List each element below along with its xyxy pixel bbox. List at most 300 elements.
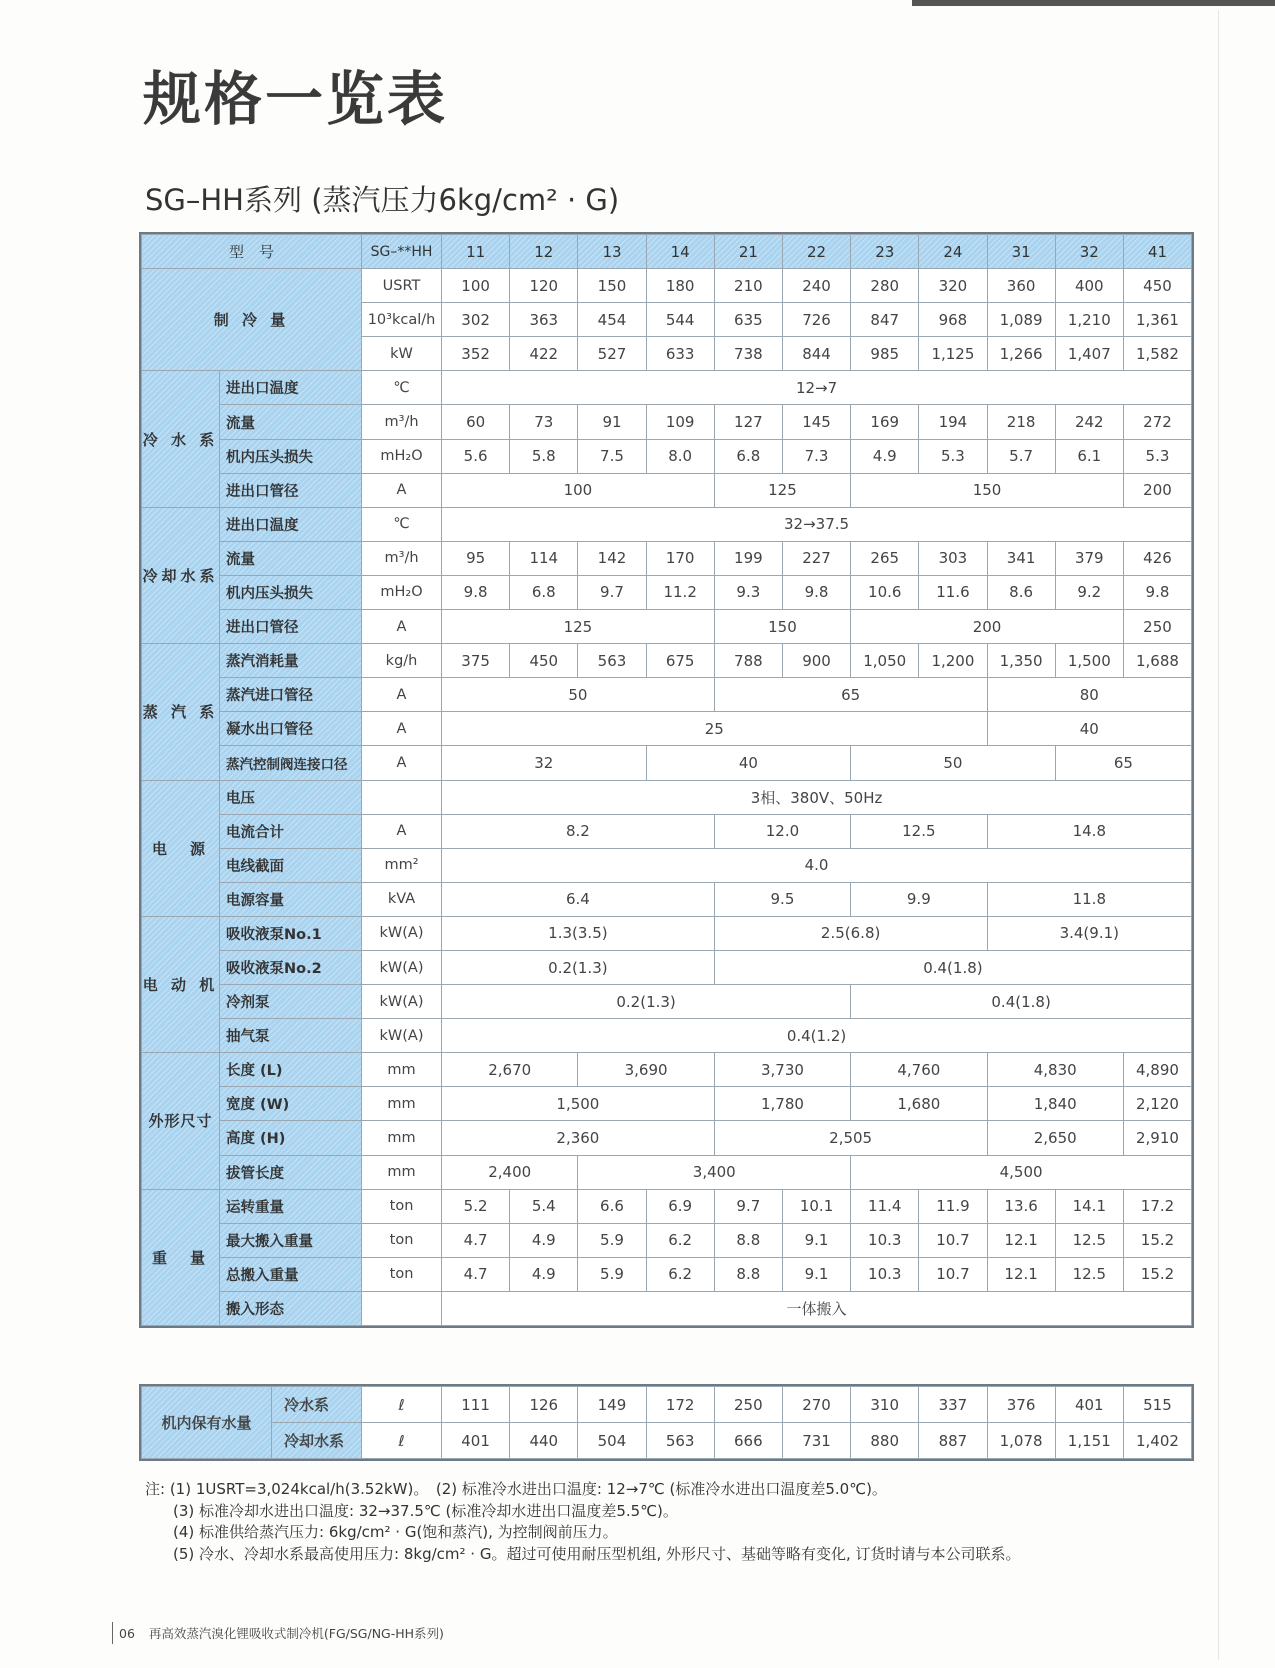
value-cell: 73 — [510, 405, 578, 439]
value-cell: 10.7 — [919, 1223, 987, 1257]
value-cell: 880 — [851, 1423, 919, 1459]
value-cell: 50 — [442, 678, 715, 712]
item-label: 机内压头损失 — [220, 575, 362, 609]
value-cell: 1,361 — [1123, 303, 1191, 337]
value-cell: 272 — [1123, 405, 1191, 439]
model-label: 型 号 — [142, 235, 362, 269]
item-label: 长度 (L) — [220, 1053, 362, 1087]
value-cell: 25 — [442, 712, 988, 746]
value-cell: 10.6 — [851, 575, 919, 609]
unit-cell: ton — [362, 1257, 442, 1291]
note-line: (3) 标准冷却水进出口温度: 32→37.5℃ (标准冷却水进出口温度差5.5℃)。 — [173, 1501, 678, 1520]
value-cell: 242 — [1055, 405, 1123, 439]
page-number: 06 — [119, 1626, 135, 1641]
value-cell: 666 — [714, 1423, 782, 1459]
value-cell: 726 — [782, 303, 850, 337]
unit-cell: ℃ — [362, 507, 442, 541]
weight-max-rigging-row — [142, 1223, 1192, 1257]
value-cell: 341 — [987, 541, 1055, 575]
value-cell: 0.4(1.2) — [442, 1019, 1192, 1053]
model-cell: 32 — [1055, 235, 1123, 269]
chilled-loss-row — [142, 439, 1192, 473]
value-cell: 454 — [578, 303, 646, 337]
weight-form-row — [142, 1291, 1192, 1325]
value-cell: 169 — [851, 405, 919, 439]
item-label: 进出口温度 — [220, 507, 362, 541]
value-cell: 401 — [442, 1423, 510, 1459]
value-cell: 14.1 — [1055, 1189, 1123, 1223]
value-cell: 13.6 — [987, 1189, 1055, 1223]
value-cell: 0.2(1.3) — [442, 985, 851, 1019]
item-label: 冷水系 — [272, 1387, 362, 1423]
unit-cell — [362, 1291, 442, 1325]
value-cell: 10.3 — [851, 1257, 919, 1291]
value-cell: 95 — [442, 541, 510, 575]
dims-width-row — [142, 1087, 1192, 1121]
group-holding: 机内保有水量 — [142, 1387, 272, 1459]
value-cell: 11.6 — [919, 575, 987, 609]
value-cell: 4.7 — [442, 1257, 510, 1291]
value-cell: 320 — [919, 269, 987, 303]
value-cell: 1,582 — [1123, 337, 1191, 371]
model-cell: 22 — [782, 235, 850, 269]
value-cell: 1,089 — [987, 303, 1055, 337]
value-cell: 125 — [714, 473, 850, 507]
value-cell: 1,500 — [1055, 644, 1123, 678]
value-cell: 9.7 — [714, 1189, 782, 1223]
value-cell: 303 — [919, 541, 987, 575]
value-cell: 250 — [1123, 610, 1191, 644]
note-line: (5) 冷水、冷却水系最高使用压力: 8kg/cm² · G。超过可使用耐压型机组, 外形尺寸、基础等略有变化, 订货时请与本公司联系。 — [173, 1544, 1021, 1563]
chilled-pipe-row — [142, 473, 1192, 507]
value-cell: 450 — [1123, 269, 1191, 303]
value-cell: 172 — [646, 1387, 714, 1423]
value-cell: 5.3 — [1123, 439, 1191, 473]
power-current-row — [142, 814, 1192, 848]
unit-cell: m³/h — [362, 405, 442, 439]
note-line: 注: (1) 1USRT=3,024kcal/h(3.52kW)。 (2) 标准冷水进出口温度: 12→7℃ (标准冷水进出口温度差5.0℃)。 — [145, 1480, 887, 1498]
value-cell: 12.1 — [987, 1257, 1055, 1291]
item-label: 宽度 (W) — [220, 1087, 362, 1121]
cooling-pipe-row — [142, 610, 1192, 644]
value-cell: 3.4(9.1) — [987, 916, 1192, 950]
value-cell: 109 — [646, 405, 714, 439]
value-cell: 8.6 — [987, 575, 1055, 609]
value-cell: 125 — [442, 610, 715, 644]
value-cell: 15.2 — [1123, 1257, 1191, 1291]
group-weight: 重 量 — [142, 1189, 220, 1325]
item-label: 吸收液泵No.1 — [220, 916, 362, 950]
power-wire-row — [142, 848, 1192, 882]
value-cell: 6.8 — [714, 439, 782, 473]
value-cell: 1,500 — [442, 1087, 715, 1121]
value-cell: 32→37.5 — [442, 507, 1192, 541]
value-cell: 149 — [578, 1387, 646, 1423]
value-cell: 360 — [987, 269, 1055, 303]
unit-cell: USRT — [362, 269, 442, 303]
holding-chilled-row — [142, 1387, 1192, 1423]
value-cell: 1,151 — [1055, 1423, 1123, 1459]
unit-cell: kg/h — [362, 644, 442, 678]
value-cell: 1,266 — [987, 337, 1055, 371]
unit-cell: m³/h — [362, 541, 442, 575]
power-voltage-row — [142, 780, 1192, 814]
dims-height-row — [142, 1121, 1192, 1155]
item-label: 蒸汽控制阀连接口径 — [220, 746, 362, 780]
value-cell: 5.9 — [578, 1223, 646, 1257]
value-cell: 9.8 — [782, 575, 850, 609]
unit-cell: kW(A) — [362, 985, 442, 1019]
motor-pump1-row — [142, 916, 1192, 950]
model-cell: 12 — [510, 235, 578, 269]
value-cell: 114 — [510, 541, 578, 575]
unit-cell: A — [362, 473, 442, 507]
value-cell: 4,760 — [851, 1053, 987, 1087]
value-cell: 9.8 — [442, 575, 510, 609]
value-cell: 4.9 — [851, 439, 919, 473]
unit-cell: mm — [362, 1155, 442, 1189]
value-cell: 4,830 — [987, 1053, 1123, 1087]
value-cell: 9.5 — [714, 882, 850, 916]
value-cell: 2,400 — [442, 1155, 578, 1189]
value-cell: 375 — [442, 644, 510, 678]
page-footer — [112, 1622, 444, 1644]
value-cell: 8.2 — [442, 814, 715, 848]
value-cell: 4.9 — [510, 1257, 578, 1291]
value-cell: 12.5 — [851, 814, 987, 848]
value-cell: 6.2 — [646, 1223, 714, 1257]
value-cell: 2,670 — [442, 1053, 578, 1087]
value-cell: 200 — [851, 610, 1124, 644]
item-label: 运转重量 — [220, 1189, 362, 1223]
unit-cell: A — [362, 678, 442, 712]
value-cell: 11.2 — [646, 575, 714, 609]
notes — [145, 1479, 1021, 1565]
unit-cell: ℃ — [362, 371, 442, 405]
value-cell: 4.0 — [442, 848, 1192, 882]
value-cell: 2,120 — [1123, 1087, 1191, 1121]
value-cell: 40 — [987, 712, 1192, 746]
motor-refrig-row — [142, 985, 1192, 1019]
unit-cell: mH₂O — [362, 439, 442, 473]
value-cell: 376 — [987, 1387, 1055, 1423]
value-cell: 1,780 — [714, 1087, 850, 1121]
value-cell: 一体搬入 — [442, 1291, 1192, 1325]
value-cell: 240 — [782, 269, 850, 303]
value-cell: 2,650 — [987, 1121, 1123, 1155]
value-cell: 1,402 — [1123, 1423, 1191, 1459]
value-cell: 1,050 — [851, 644, 919, 678]
item-label: 高度 (H) — [220, 1121, 362, 1155]
steam-consumption-row — [142, 644, 1192, 678]
value-cell: 145 — [782, 405, 850, 439]
value-cell: 422 — [510, 337, 578, 371]
value-cell: 968 — [919, 303, 987, 337]
unit-cell: ton — [362, 1189, 442, 1223]
value-cell: 4.7 — [442, 1223, 510, 1257]
value-cell: 65 — [1055, 746, 1191, 780]
value-cell: 9.3 — [714, 575, 782, 609]
value-cell: 1,078 — [987, 1423, 1055, 1459]
unit-cell: kW — [362, 337, 442, 371]
value-cell: 9.1 — [782, 1257, 850, 1291]
value-cell: 111 — [442, 1387, 510, 1423]
spec-table — [141, 234, 1192, 1326]
value-cell: 515 — [1123, 1387, 1191, 1423]
value-cell: 265 — [851, 541, 919, 575]
value-cell: 7.5 — [578, 439, 646, 473]
group-steam: 蒸 汽 系 — [142, 644, 220, 780]
value-cell: 50 — [851, 746, 1056, 780]
value-cell: 450 — [510, 644, 578, 678]
value-cell: 4,890 — [1123, 1053, 1191, 1087]
value-cell: 2,360 — [442, 1121, 715, 1155]
value-cell: 400 — [1055, 269, 1123, 303]
value-cell: 11.8 — [987, 882, 1192, 916]
group-capacity: 制 冷 量 — [142, 269, 362, 371]
value-cell: 1,125 — [919, 337, 987, 371]
value-cell: 12.0 — [714, 814, 850, 848]
value-cell: 200 — [1123, 473, 1191, 507]
holding-cooling-row — [142, 1423, 1192, 1459]
value-cell: 6.9 — [646, 1189, 714, 1223]
item-label: 拔管长度 — [220, 1155, 362, 1189]
weight-operating-row — [142, 1189, 1192, 1223]
value-cell: 12.5 — [1055, 1257, 1123, 1291]
value-cell: 738 — [714, 337, 782, 371]
item-label: 进出口温度 — [220, 371, 362, 405]
group-chilled: 冷 水 系 — [142, 371, 220, 507]
value-cell: 5.9 — [578, 1257, 646, 1291]
model-cell: 24 — [919, 235, 987, 269]
steam-valve-row — [142, 746, 1192, 780]
value-cell: 1.3(3.5) — [442, 916, 715, 950]
value-cell: 675 — [646, 644, 714, 678]
item-label: 流量 — [220, 405, 362, 439]
value-cell: 847 — [851, 303, 919, 337]
value-cell: 126 — [510, 1387, 578, 1423]
item-label: 最大搬入重量 — [220, 1223, 362, 1257]
value-cell: 150 — [578, 269, 646, 303]
value-cell: 6.2 — [646, 1257, 714, 1291]
value-cell: 15.2 — [1123, 1223, 1191, 1257]
value-cell: 199 — [714, 541, 782, 575]
value-cell: 1,210 — [1055, 303, 1123, 337]
item-label: 冷却水系 — [272, 1423, 362, 1459]
value-cell: 100 — [442, 269, 510, 303]
group-motor: 电 动 机 — [142, 916, 220, 1052]
value-cell: 270 — [782, 1387, 850, 1423]
item-label: 电线截面 — [220, 848, 362, 882]
value-cell: 250 — [714, 1387, 782, 1423]
unit-cell: mm — [362, 1087, 442, 1121]
value-cell: 2,505 — [714, 1121, 987, 1155]
value-cell: 5.4 — [510, 1189, 578, 1223]
item-label: 电源容量 — [220, 882, 362, 916]
value-cell: 80 — [987, 678, 1192, 712]
value-cell: 363 — [510, 303, 578, 337]
item-label: 蒸汽消耗量 — [220, 644, 362, 678]
value-cell: 0.2(1.3) — [442, 950, 715, 984]
value-cell: 10.1 — [782, 1189, 850, 1223]
page-title: 规格一览表 — [143, 65, 449, 133]
series-label: SG–**HH — [362, 235, 442, 269]
value-cell: 635 — [714, 303, 782, 337]
unit-cell: 10³kcal/h — [362, 303, 442, 337]
group-power: 电 源 — [142, 780, 220, 916]
model-cell: 21 — [714, 235, 782, 269]
value-cell: 352 — [442, 337, 510, 371]
value-cell: 9.1 — [782, 1223, 850, 1257]
value-cell: 379 — [1055, 541, 1123, 575]
unit-cell: ℓ — [362, 1423, 442, 1459]
value-cell: 5.6 — [442, 439, 510, 473]
value-cell: 8.8 — [714, 1257, 782, 1291]
value-cell: 1,407 — [1055, 337, 1123, 371]
dims-length-row — [142, 1053, 1192, 1087]
unit-cell: kW(A) — [362, 950, 442, 984]
value-cell: 5.3 — [919, 439, 987, 473]
value-cell: 788 — [714, 644, 782, 678]
capacity-usrt-row — [142, 269, 1192, 303]
value-cell: 0.4(1.8) — [714, 950, 1191, 984]
value-cell: 7.3 — [782, 439, 850, 473]
value-cell: 426 — [1123, 541, 1191, 575]
value-cell: 1,688 — [1123, 644, 1191, 678]
value-cell: 5.2 — [442, 1189, 510, 1223]
item-label: 进出口管径 — [220, 610, 362, 644]
value-cell: 210 — [714, 269, 782, 303]
group-cooling: 冷却水系 — [142, 507, 220, 643]
value-cell: 5.7 — [987, 439, 1055, 473]
value-cell: 1,680 — [851, 1087, 987, 1121]
unit-cell: mm — [362, 1053, 442, 1087]
unit-cell: A — [362, 746, 442, 780]
value-cell: 887 — [919, 1423, 987, 1459]
value-cell: 563 — [646, 1423, 714, 1459]
value-cell: 10.3 — [851, 1223, 919, 1257]
value-cell: 17.2 — [1123, 1189, 1191, 1223]
value-cell: 12.1 — [987, 1223, 1055, 1257]
value-cell: 100 — [442, 473, 715, 507]
value-cell: 218 — [987, 405, 1055, 439]
note-line: (4) 标准供给蒸汽压力: 6kg/cm² · G(饱和蒸汽), 为控制阀前压力。 — [173, 1523, 618, 1541]
value-cell: 280 — [851, 269, 919, 303]
item-label: 冷剂泵 — [220, 985, 362, 1019]
steam-inlet-row — [142, 678, 1192, 712]
value-cell: 563 — [578, 644, 646, 678]
value-cell: 120 — [510, 269, 578, 303]
value-cell: 10.7 — [919, 1257, 987, 1291]
value-cell: 3,690 — [578, 1053, 714, 1087]
chilled-flow-row — [142, 405, 1192, 439]
value-cell: 60 — [442, 405, 510, 439]
value-cell: 401 — [1055, 1387, 1123, 1423]
cooling-flow-row — [142, 541, 1192, 575]
chilled-temp-row — [142, 371, 1192, 405]
page-edge-line — [1218, 10, 1219, 1660]
holding-water-table — [141, 1386, 1192, 1459]
value-cell: 504 — [578, 1423, 646, 1459]
value-cell: 6.1 — [1055, 439, 1123, 473]
value-cell: 1,200 — [919, 644, 987, 678]
steam-drain-row — [142, 712, 1192, 746]
value-cell: 227 — [782, 541, 850, 575]
value-cell: 8.8 — [714, 1223, 782, 1257]
value-cell: 337 — [919, 1387, 987, 1423]
value-cell: 11.9 — [919, 1189, 987, 1223]
item-label: 吸收液泵No.2 — [220, 950, 362, 984]
value-cell: 440 — [510, 1423, 578, 1459]
value-cell: 150 — [851, 473, 1124, 507]
value-cell: 6.8 — [510, 575, 578, 609]
value-cell: 0.4(1.8) — [851, 985, 1192, 1019]
value-cell: 1,350 — [987, 644, 1055, 678]
value-cell: 8.0 — [646, 439, 714, 473]
value-cell: 12→7 — [442, 371, 1192, 405]
unit-cell: A — [362, 814, 442, 848]
value-cell: 14.8 — [987, 814, 1192, 848]
header-row — [142, 235, 1192, 269]
footer-text: 再高效蒸汽溴化锂吸收式制冷机(FG/SG/NG-HH系列) — [148, 1626, 444, 1641]
value-cell: 3,400 — [578, 1155, 851, 1189]
model-cell: 23 — [851, 235, 919, 269]
value-cell: 4,500 — [851, 1155, 1192, 1189]
value-cell: 9.7 — [578, 575, 646, 609]
value-cell: 3相、380V、50Hz — [442, 780, 1192, 814]
value-cell: 142 — [578, 541, 646, 575]
dims-tube-row — [142, 1155, 1192, 1189]
value-cell: 170 — [646, 541, 714, 575]
item-label: 凝水出口管径 — [220, 712, 362, 746]
value-cell: 9.8 — [1123, 575, 1191, 609]
motor-purge-row — [142, 1019, 1192, 1053]
value-cell: 40 — [646, 746, 851, 780]
value-cell: 11.4 — [851, 1189, 919, 1223]
value-cell: 633 — [646, 337, 714, 371]
value-cell: 310 — [851, 1387, 919, 1423]
value-cell: 91 — [578, 405, 646, 439]
item-label: 进出口管径 — [220, 473, 362, 507]
model-cell: 14 — [646, 235, 714, 269]
value-cell: 127 — [714, 405, 782, 439]
value-cell: 1,840 — [987, 1087, 1123, 1121]
unit-cell: ℓ — [362, 1387, 442, 1423]
unit-cell — [362, 780, 442, 814]
unit-cell: kW(A) — [362, 1019, 442, 1053]
series-subtitle: SG–HH系列 (蒸汽压力6kg/cm² · G) — [145, 183, 620, 217]
weight-total-rigging-row — [142, 1257, 1192, 1291]
item-label: 电流合计 — [220, 814, 362, 848]
item-label: 搬入形态 — [220, 1291, 362, 1325]
value-cell: 180 — [646, 269, 714, 303]
value-cell: 844 — [782, 337, 850, 371]
motor-pump2-row — [142, 950, 1192, 984]
value-cell: 2.5(6.8) — [714, 916, 987, 950]
value-cell: 302 — [442, 303, 510, 337]
cooling-loss-row — [142, 575, 1192, 609]
item-label: 流量 — [220, 541, 362, 575]
value-cell: 12.5 — [1055, 1223, 1123, 1257]
model-cell: 31 — [987, 235, 1055, 269]
unit-cell: ton — [362, 1223, 442, 1257]
unit-cell: A — [362, 610, 442, 644]
value-cell: 5.8 — [510, 439, 578, 473]
item-label: 电压 — [220, 780, 362, 814]
item-label: 蒸汽进口管径 — [220, 678, 362, 712]
value-cell: 6.6 — [578, 1189, 646, 1223]
value-cell: 6.4 — [442, 882, 715, 916]
